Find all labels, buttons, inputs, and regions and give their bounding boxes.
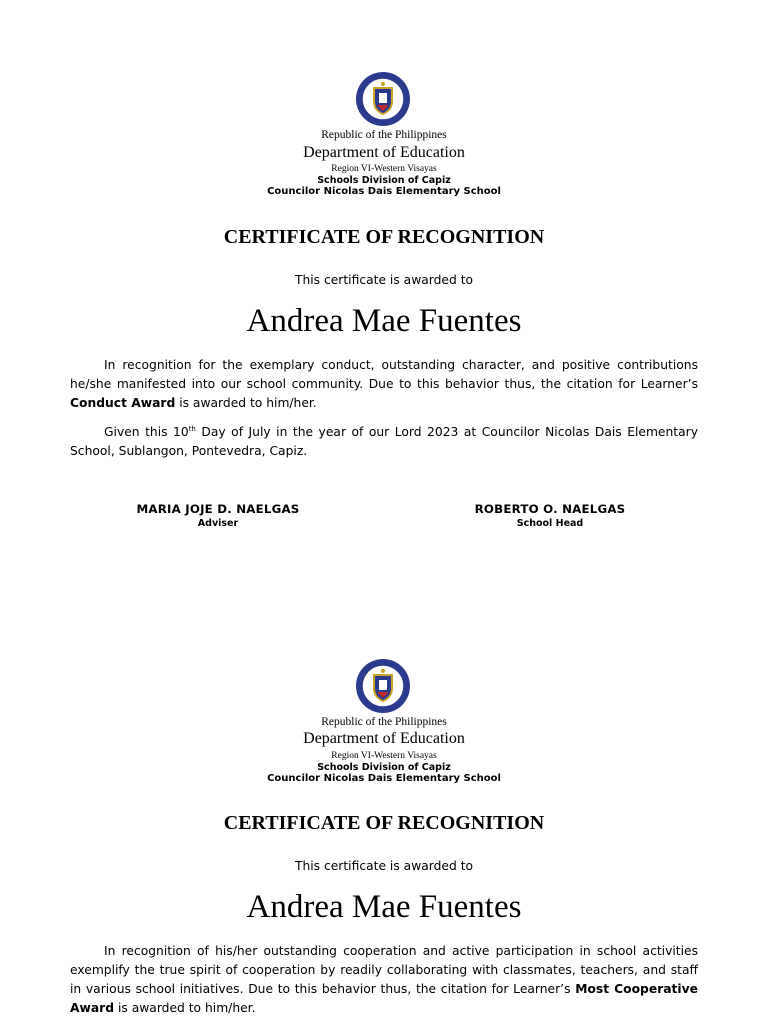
school-head-role: School Head [516, 518, 584, 529]
division-line: Schools Division of Capiz [317, 762, 451, 773]
department-line: Department of Education [303, 144, 465, 161]
republic-line: Republic of the Philippines [321, 716, 447, 728]
awarded-to-line: This certificate is awarded to [294, 273, 474, 287]
region-line: Region VI-Western Visayas [331, 751, 437, 761]
recipient-name: Andrea Mae Fuentes [246, 303, 522, 339]
citation-tail: is awarded to him/her. [175, 396, 317, 410]
citation-text: In recognition of his/her outstanding cooperation and active participation in school activities exemplify the true spirit of cooperation by readily collaborating with classmates, teachers, and staff in various school initiatives. Due to this behavior thus, the citation for Learner’s [70, 944, 698, 996]
school-head-name: ROBERTO O. NAELGAS [474, 502, 626, 516]
certificate-title: CERTIFICATE OF RECOGNITION [223, 812, 545, 834]
awarded-to-line: This certificate is awarded to [294, 859, 474, 873]
citation-tail: is awarded to him/her. [114, 1001, 256, 1015]
republic-line: Republic of the Philippines [321, 129, 447, 141]
recipient-name: Andrea Mae Fuentes [246, 889, 522, 925]
given-sup: th [188, 425, 196, 433]
division-line: Schools Division of Capiz [317, 175, 451, 186]
award-name: Conduct Award [70, 396, 176, 410]
deped-seal-icon [355, 658, 411, 714]
department-line: Department of Education [303, 730, 465, 747]
certificate-title: CERTIFICATE OF RECOGNITION [223, 226, 545, 248]
adviser-name: MARIA JOJE D. NAELGAS [136, 502, 300, 516]
given-post: Day of July in the year of our Lord 2023 at Councilor Nicolas Dais Elementary School, Sublangon, Pontevedra, Capiz. [70, 425, 698, 459]
adviser-role: Adviser [197, 518, 239, 529]
region-line: Region VI-Western Visayas [331, 164, 437, 174]
school-line: Councilor Nicolas Dais Elementary School [267, 186, 501, 197]
citation-paragraph [70, 942, 698, 1018]
school-line: Councilor Nicolas Dais Elementary School [267, 773, 501, 784]
award-name: Most Cooperative Award [70, 982, 699, 1015]
citation-text: In recognition for the exemplary conduct, outstanding character, and positive contributions he/she manifested into our school community. Due to this behavior thus, the citation for Learner’s [70, 358, 698, 391]
given-pre: Given this 10 [104, 425, 189, 440]
